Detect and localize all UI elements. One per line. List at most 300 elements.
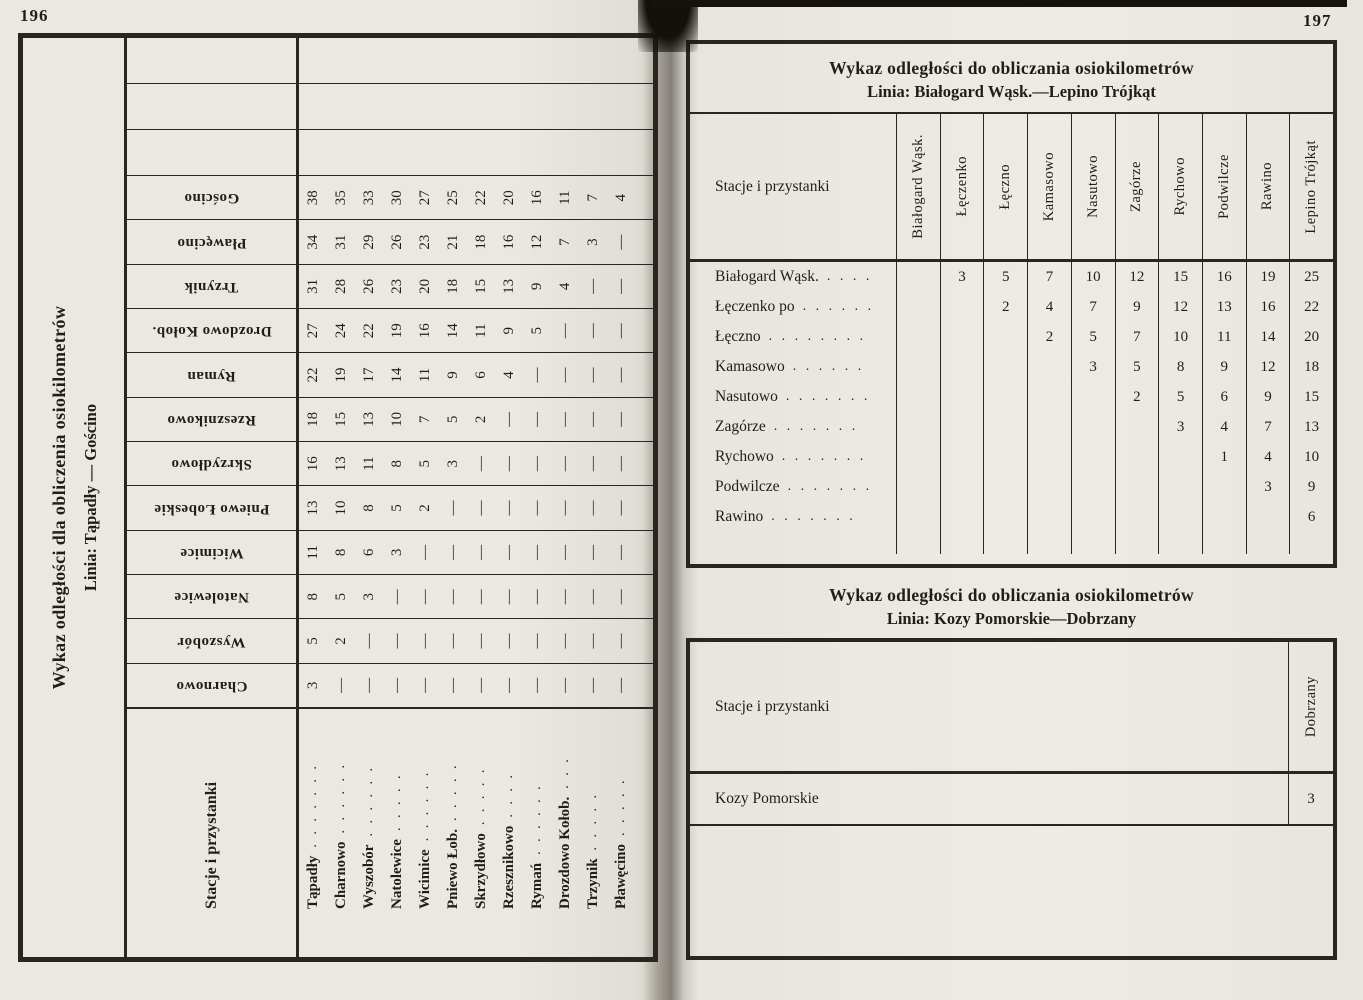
column-header-cell xyxy=(127,176,296,220)
distance-cell: 1 xyxy=(1202,442,1246,472)
station-row xyxy=(495,38,523,957)
distance-cell: 16 xyxy=(1202,262,1246,292)
dot-leader: . . . . . . xyxy=(792,359,865,374)
empty-cell xyxy=(467,130,495,176)
dot-leader: . . . . xyxy=(826,269,873,284)
station-label-cell xyxy=(690,774,1288,824)
station-name: Wicimice xyxy=(416,849,433,909)
distance-cell: 16 xyxy=(299,442,327,486)
station-row xyxy=(690,382,1333,412)
station-name: Drozdowo Kołob. xyxy=(556,796,573,909)
right-table1-subtitle: Linia: Białogard Wąsk.—Lepino Trójkąt xyxy=(867,82,1156,101)
distance-cell: — xyxy=(551,531,579,575)
station-label-cell xyxy=(607,707,635,957)
station-label-cell xyxy=(383,707,411,957)
distance-cell: — xyxy=(579,486,607,530)
filler-cell xyxy=(1246,532,1290,554)
column-header-cell xyxy=(1115,114,1159,259)
distance-cell: — xyxy=(551,398,579,442)
distance-cell: 14 xyxy=(1246,322,1290,352)
distance-cell: 3 xyxy=(304,681,321,690)
right-distance-table-2 xyxy=(686,638,1337,960)
distance-cell: 11 xyxy=(411,353,439,397)
distance-cell: 8 xyxy=(383,442,411,486)
distance-cell: — xyxy=(495,575,523,619)
left-distance-table xyxy=(18,33,658,962)
distance-cell xyxy=(1027,412,1071,442)
distance-cell xyxy=(896,352,940,382)
empty-cell xyxy=(439,84,467,130)
column-header-cell xyxy=(1202,114,1246,259)
distance-cell xyxy=(940,292,984,322)
filler-cell xyxy=(635,353,653,397)
distance-cell: 5 xyxy=(1158,382,1202,412)
distance-cell: — xyxy=(607,353,635,397)
station-name: Wyszobór xyxy=(360,844,377,909)
station-name: Podwilcze xyxy=(715,478,780,495)
station-label-cell xyxy=(690,322,896,352)
dot-leader: . . . . . . . xyxy=(771,509,856,524)
stations-header-cell xyxy=(127,707,296,957)
distance-cell: — xyxy=(551,486,579,530)
column-header-label: Rawino xyxy=(1259,162,1276,211)
distance-cell: 10 xyxy=(1071,262,1115,292)
distance-cell: — xyxy=(523,531,551,575)
distance-cell: 17 xyxy=(355,353,383,397)
empty-cell xyxy=(523,130,551,176)
left-table-title: Wykaz odległości dla obliczenia osiokilometrów xyxy=(49,305,69,690)
distance-cell xyxy=(1115,412,1159,442)
distance-cell: 2 xyxy=(1027,322,1071,352)
distance-cell: 7 xyxy=(579,176,607,220)
left-table-title-block xyxy=(23,38,127,957)
station-label-cell xyxy=(690,352,896,382)
distance-cell: — xyxy=(495,486,523,530)
distance-cell: — xyxy=(500,677,517,693)
column-header-cell xyxy=(1158,114,1202,259)
distance-cell: 31 xyxy=(327,220,355,264)
distance-cell: — xyxy=(579,265,607,309)
distance-cell: — xyxy=(607,398,635,442)
filler-cell xyxy=(635,531,653,575)
distance-cell: 5 xyxy=(523,309,551,353)
distance-cell: 5 xyxy=(1071,322,1115,352)
distance-cell xyxy=(983,352,1027,382)
column-header-cell xyxy=(1071,114,1115,259)
distance-cell: 14 xyxy=(439,309,467,353)
filler-cell xyxy=(983,532,1027,554)
distance-cell: 20 xyxy=(411,265,439,309)
stations-header-label: Stacje i przystanki xyxy=(715,177,830,195)
empty-cell xyxy=(607,38,635,84)
station-label-cell xyxy=(299,707,327,957)
distance-cell: 12 xyxy=(1246,352,1290,382)
column-header-cell xyxy=(127,531,296,575)
empty-cell xyxy=(439,38,467,84)
distance-cell xyxy=(940,322,984,352)
distance-cell xyxy=(940,442,984,472)
distance-cell: — xyxy=(523,442,551,486)
filler-cell xyxy=(896,532,940,554)
column-header-cell xyxy=(1289,114,1333,259)
distance-cell xyxy=(1246,502,1290,532)
distance-cell: 8 xyxy=(1158,352,1202,382)
distance-cell: — xyxy=(607,531,635,575)
empty-cell xyxy=(383,130,411,176)
station-row xyxy=(383,38,411,957)
distance-cell: — xyxy=(523,619,551,663)
distance-cell: — xyxy=(383,575,411,619)
distance-cell: 3 xyxy=(439,442,467,486)
distance-cell: — xyxy=(579,309,607,353)
column-header-cell xyxy=(127,664,296,707)
station-label-cell xyxy=(327,707,355,957)
distance-cell: 11 xyxy=(299,531,327,575)
distance-cell: — xyxy=(416,677,433,693)
station-name: Rymań xyxy=(528,862,545,909)
distance-cell: 12 xyxy=(1158,292,1202,322)
station-name: Nasutowo xyxy=(715,388,778,405)
distance-cell: 35 xyxy=(327,176,355,220)
distance-cell: — xyxy=(439,486,467,530)
filler-cell xyxy=(635,130,653,176)
left-table-subtitle: Linia: Tąpadły — Gościno xyxy=(81,403,100,592)
distance-cell: — xyxy=(383,619,411,663)
station-label-cell xyxy=(690,382,896,412)
distance-cell xyxy=(983,472,1027,502)
distance-cell xyxy=(896,262,940,292)
empty-cell xyxy=(299,38,327,84)
stations-header-label: Stacje i przystanki xyxy=(715,697,830,715)
distance-cell: 8 xyxy=(299,575,327,619)
station-name: Kamasowo xyxy=(715,358,785,375)
station-row xyxy=(690,262,1333,292)
distance-cell xyxy=(1071,442,1115,472)
distance-cell: — xyxy=(523,575,551,619)
distance-cell: — xyxy=(355,619,383,663)
distance-cell: — xyxy=(467,575,495,619)
distance-cell: 3 xyxy=(1071,352,1115,382)
distance-cell: 2 xyxy=(467,398,495,442)
distance-cell: 3 xyxy=(1246,472,1290,502)
distance-cell: 5 xyxy=(383,486,411,530)
distance-cell: 22 xyxy=(1289,292,1333,322)
distance-cell: 13 xyxy=(355,398,383,442)
station-name: Tąpadły xyxy=(304,855,321,909)
station-name: Pniewo Łob. xyxy=(444,828,461,909)
dot-leader: . . . . xyxy=(501,772,516,818)
empty-cell xyxy=(383,38,411,84)
distance-cell: 16 xyxy=(523,176,551,220)
filler-cell xyxy=(635,84,653,130)
empty-cell xyxy=(579,38,607,84)
distance-cell: 16 xyxy=(411,309,439,353)
distance-cell: 9 xyxy=(1246,382,1290,412)
filler-cell xyxy=(635,575,653,619)
filler-cell xyxy=(1202,532,1246,554)
distance-cell: 7 xyxy=(411,398,439,442)
column-header-label: Dobrzany xyxy=(1302,675,1319,738)
station-row xyxy=(327,38,355,957)
distance-cell: 33 xyxy=(355,176,383,220)
dot-leader: . . . . . xyxy=(389,772,404,832)
distance-cell: 5 xyxy=(439,398,467,442)
filler-cell xyxy=(1158,532,1202,554)
distance-cell: — xyxy=(439,575,467,619)
empty-cell xyxy=(523,38,551,84)
empty-cell xyxy=(383,84,411,130)
table-filler-row xyxy=(690,532,1333,554)
column-header-cell xyxy=(896,114,940,259)
distance-cell: 14 xyxy=(383,353,411,397)
filler-cell xyxy=(635,220,653,264)
distance-cell: 11 xyxy=(467,309,495,353)
column-header-label: Rychowo xyxy=(1172,157,1189,216)
station-name: Natolewice xyxy=(388,839,405,909)
distance-cell: — xyxy=(607,619,635,663)
distance-cell: — xyxy=(607,486,635,530)
distance-cell: 19 xyxy=(327,353,355,397)
column-header-cell xyxy=(127,398,296,442)
distance-cell: 20 xyxy=(1289,322,1333,352)
distance-cell: 12 xyxy=(1115,262,1159,292)
distance-cell xyxy=(896,502,940,532)
empty-cell xyxy=(579,130,607,176)
right-table2-subtitle: Linia: Kozy Pomorskie—Dobrzany xyxy=(886,609,1137,628)
station-row xyxy=(690,322,1333,352)
distance-cell: 8 xyxy=(327,531,355,575)
station-label-cell xyxy=(467,707,495,957)
distance-cell: 24 xyxy=(327,309,355,353)
station-label-cell xyxy=(355,707,383,957)
filler-cell xyxy=(1071,532,1115,554)
filler-cell xyxy=(635,176,653,220)
distance-cell: — xyxy=(467,486,495,530)
distance-cell: 4 xyxy=(1246,442,1290,472)
empty-cell xyxy=(327,84,355,130)
column-header-label: Łęczenko xyxy=(953,156,970,217)
distance-cell: 28 xyxy=(327,265,355,309)
distance-cell: — xyxy=(411,575,439,619)
dot-leader: . . . . . . . xyxy=(787,479,873,494)
column-header-cell xyxy=(1246,114,1290,259)
distance-cell: 10 xyxy=(383,398,411,442)
column-header-label: Charnowo xyxy=(175,677,248,694)
empty-cell xyxy=(411,38,439,84)
distance-cell: — xyxy=(495,398,523,442)
distance-cell: 21 xyxy=(439,220,467,264)
distance-cell xyxy=(1071,502,1115,532)
dot-leader: . . . . . . xyxy=(417,769,432,842)
distance-cell: — xyxy=(551,353,579,397)
station-label-cell xyxy=(690,412,896,442)
distance-cell: 4 xyxy=(1027,292,1071,322)
station-row xyxy=(439,38,467,957)
distance-cell: 15 xyxy=(1289,382,1333,412)
station-row xyxy=(690,442,1333,472)
distance-cell: 11 xyxy=(355,442,383,486)
column-header-cell xyxy=(1288,642,1333,771)
distance-cell: 6 xyxy=(1289,502,1333,532)
column-header-label: Skrzydłowo xyxy=(171,456,252,473)
station-name: Rzesznikowo xyxy=(500,825,517,909)
station-row xyxy=(607,38,635,957)
station-row xyxy=(411,38,439,957)
dot-leader: . . . . . . xyxy=(361,765,376,837)
distance-cell: 30 xyxy=(383,176,411,220)
distance-cell: 2 xyxy=(327,619,355,663)
distance-cell: 13 xyxy=(299,486,327,530)
dot-leader: . . . . . . xyxy=(333,761,348,834)
distance-cell: 22 xyxy=(355,309,383,353)
distance-cell: 13 xyxy=(1202,292,1246,322)
distance-cell: 19 xyxy=(1246,262,1290,292)
station-label-cell xyxy=(495,707,523,957)
empty-cell xyxy=(523,84,551,130)
station-label-cell xyxy=(690,262,896,292)
right-table2-title: Wykaz odległości do obliczania osiokilometrów xyxy=(829,585,1194,605)
filler-cell xyxy=(635,486,653,530)
distance-cell: 9 xyxy=(439,353,467,397)
station-name: Pławęcino xyxy=(612,844,629,909)
column-header-label: Ryman xyxy=(187,367,236,384)
distance-cell xyxy=(1158,442,1202,472)
empty-cell xyxy=(439,130,467,176)
distance-cell: 23 xyxy=(411,220,439,264)
station-name: Zagórze xyxy=(715,418,766,435)
distance-cell: 4 xyxy=(1202,412,1246,442)
right-table1-header-row xyxy=(690,114,1333,262)
distance-cell: 3 xyxy=(1288,774,1333,824)
distance-cell: 4 xyxy=(495,353,523,397)
station-row xyxy=(690,412,1333,442)
station-label-cell xyxy=(411,707,439,957)
column-header-label: Natolewice xyxy=(174,589,249,606)
distance-cell xyxy=(983,442,1027,472)
distance-cell: 9 xyxy=(495,309,523,353)
column-header-label: Lepino Trójkąt xyxy=(1303,139,1320,234)
distance-cell: 7 xyxy=(1115,322,1159,352)
distance-cell xyxy=(1202,502,1246,532)
distance-cell: 19 xyxy=(383,309,411,353)
column-header-label: Pławęcino xyxy=(176,234,247,251)
distance-cell: 9 xyxy=(1202,352,1246,382)
column-header-cell xyxy=(127,575,296,619)
distance-cell: 5 xyxy=(1115,352,1159,382)
distance-cell: 20 xyxy=(495,176,523,220)
distance-cell: 6 xyxy=(467,353,495,397)
distance-cell: — xyxy=(495,442,523,486)
empty-cell xyxy=(495,38,523,84)
distance-cell: 15 xyxy=(467,265,495,309)
dot-leader: . . . . . xyxy=(585,791,600,851)
distance-cell: — xyxy=(579,353,607,397)
distance-cell: — xyxy=(411,619,439,663)
distance-cell: 34 xyxy=(299,220,327,264)
distance-cell: — xyxy=(332,677,349,693)
distance-cell: 12 xyxy=(523,220,551,264)
distance-cell: 3 xyxy=(383,531,411,575)
empty-cell xyxy=(607,130,635,176)
filler-cell xyxy=(940,532,984,554)
distance-cell xyxy=(1027,472,1071,502)
station-row xyxy=(579,38,607,957)
empty-cell xyxy=(355,84,383,130)
distance-cell: 15 xyxy=(1158,262,1202,292)
dot-leader: . . . . . xyxy=(445,762,460,821)
empty-cell xyxy=(299,84,327,130)
distance-cell: 11 xyxy=(1202,322,1246,352)
distance-cell: — xyxy=(551,442,579,486)
station-row xyxy=(690,292,1333,322)
right-distance-table-1 xyxy=(686,40,1337,568)
table-filler-area xyxy=(690,826,1333,956)
distance-cell xyxy=(983,382,1027,412)
distance-cell: 31 xyxy=(299,265,327,309)
distance-cell xyxy=(983,412,1027,442)
distance-cell xyxy=(896,412,940,442)
filler-cell xyxy=(1289,532,1333,554)
distance-cell: 26 xyxy=(383,220,411,264)
left-rotated-table-container xyxy=(18,33,658,962)
distance-cell: — xyxy=(607,309,635,353)
station-row xyxy=(690,502,1333,532)
distance-cell xyxy=(1071,412,1115,442)
distance-cell: 4 xyxy=(551,265,579,309)
empty-cell xyxy=(355,130,383,176)
station-row xyxy=(523,38,551,957)
distance-cell: 11 xyxy=(551,176,579,220)
station-name: Trzynik xyxy=(584,858,601,909)
station-label-cell xyxy=(523,707,551,957)
column-header-label: Zagórze xyxy=(1128,161,1145,212)
column-header-label: Trzynik xyxy=(184,278,239,295)
filler-cell xyxy=(635,664,653,707)
distance-cell: 25 xyxy=(439,176,467,220)
dot-leader: . . . . . xyxy=(613,777,628,836)
distance-cell: — xyxy=(579,575,607,619)
distance-cell xyxy=(896,292,940,322)
distance-cell: 8 xyxy=(355,486,383,530)
distance-cell: 7 xyxy=(551,220,579,264)
station-label-cell xyxy=(579,707,607,957)
distance-cell xyxy=(1202,472,1246,502)
distance-cell xyxy=(896,442,940,472)
dot-leader: . . . . . . xyxy=(529,783,544,855)
station-name: Kozy Pomorskie xyxy=(715,790,819,807)
distance-cell: 3 xyxy=(579,220,607,264)
dot-leader: . . . . . . . xyxy=(785,389,871,404)
right-table1-title: Wykaz odległości do obliczania osiokilometrów xyxy=(829,58,1194,78)
distance-cell xyxy=(1115,472,1159,502)
column-header-label: Kamasowo xyxy=(1040,151,1057,222)
filler-cell xyxy=(635,265,653,309)
distance-cell: — xyxy=(579,531,607,575)
scan-edge-strip xyxy=(650,0,1347,7)
distance-cell: — xyxy=(551,575,579,619)
distance-cell: 7 xyxy=(1246,412,1290,442)
column-header-cell xyxy=(1027,114,1071,259)
station-name: Rychowo xyxy=(715,448,774,465)
distance-cell: 29 xyxy=(355,220,383,264)
distance-cell: 5 xyxy=(299,619,327,663)
distance-cell: — xyxy=(528,677,545,693)
station-row xyxy=(467,38,495,957)
column-header-cell xyxy=(127,265,296,309)
distance-cell: — xyxy=(607,442,635,486)
empty-cell xyxy=(467,38,495,84)
filler-cell xyxy=(1027,532,1071,554)
